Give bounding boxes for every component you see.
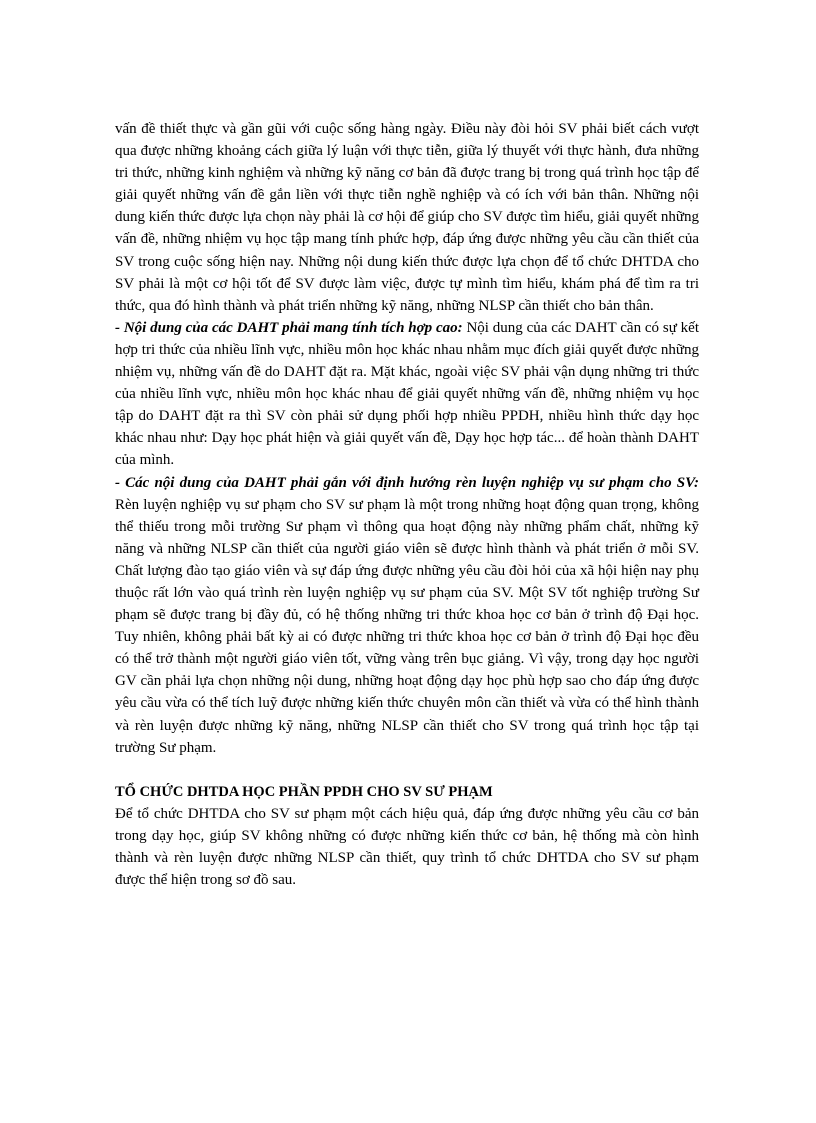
document-page [115,118,699,891]
paragraph-text: vấn đề thiết thực và gần gũi với cuộc sống hàng ngày. Điều này đòi hỏi SV phải biết cách vượt qua được những khoảng cách giữa lý luận với thực tiễn, giữa lý thuyết với thực hành, đưa những tri thức, những kinh nghiệm và những kỹ năng cơ bản đã được trang bị trong quá trình học tập để giải quyết những vấn đề gắn liền với thực tiễn nghề nghiệp và có ích với bản thân. Những nội dung kiến thức được lựa chọn này phải là cơ hội để giúp cho SV được tìm hiểu, giải quyết những vấn đề, những nhiệm vụ học tập mang tính phức hợp, đáp ứng được những yêu cầu cần thiết của SV trong cuộc sống hiện nay. Những nội dung kiến thức được lựa chọn để tổ chức DHTDA cho SV phải là một cơ hội tốt để SV được làm việc, được tự mình tìm hiểu, khám phá để tìm ra tri thức, qua đó hình thành và phát triển những kỹ năng, những NLSP cần thiết cho bản thân. [115,121,699,314]
body-paragraph-2 [115,317,699,472]
body-paragraph-3 [115,472,699,759]
body-paragraph-1 [115,118,699,317]
paragraph-text: Để tổ chức DHTDA cho SV sư phạm một cách hiệu quả, đáp ứng được những yêu cầu cơ bản trong dạy học, giúp SV không những có được những kiến thức cơ bản, hệ thống mà còn hình thành và rèn luyện được những NLSP cần thiết, quy trình tổ chức DHTDA cho SV sư phạm được thể hiện trong sơ đồ sau. [115,805,699,889]
section-heading: TỔ CHỨC DHTDA HỌC PHẦN PPDH CHO SV SƯ PHẠM [115,783,493,800]
paragraph-lead-integration: - Nội dung của các DAHT phải mang tính tích hợp cao: [115,319,463,336]
paragraph-lead-pedagogy: - Các nội dung của DAHT phải gắn với định hướng rèn luyện nghiệp vụ sư phạm cho SV: [115,474,699,491]
paragraph-text: Nội dung của các DAHT cần có sự kết hợp tri thức của nhiều lĩnh vực, nhiều môn học khác nhau nhằm mục đích giải quyết được những nhiệm vụ, những vấn đề do DAHT đặt ra. Mặt khác, ngoài việc SV phải vận dụng những tri thức của nhiều lĩnh vực, nhiều môn học khác nhau để giải quyết những vấn đề, những nhiệm vụ học tập do DAHT đặt ra thì SV còn phải sử dụng phối hợp nhiều PPDH, nhiều hình thức dạy học khác nhau như: Dạy học phát hiện và giải quyết vấn đề, Dạy học hợp tác... để hoàn thành DAHT của mình. [115,319,699,469]
paragraph-text: Rèn luyện nghiệp vụ sư phạm cho SV sư phạm là một trong những hoạt động quan trọng, không thể thiếu trong mỗi trường Sư phạm vì thông qua hoạt động này những phẩm chất, những kỹ năng và những NLSP cần thiết của người giáo viên sẽ được hình thành và phát triển ở mỗi SV. Chất lượng đào tạo giáo viên và sự đáp ứng được những yêu cầu đòi hỏi của xã hội hiện nay phụ thuộc rất lớn vào quá trình rèn luyện nghiệp vụ sư phạm của SV. Một SV tốt nghiệp trường Sư phạm sẽ được trang bị đầy đủ, có hệ thống những tri thức khoa học cơ bản ở trình độ Đại học. Tuy nhiên, không phải bất kỳ ai có được những tri thức khoa học cơ bản ở trình độ Đại học đều có thể trở thành một người giáo viên tốt, vững vàng trên bục giảng. Vì vậy, trong dạy học người GV cần phải lựa chọn những nội dung, những hoạt động dạy học phù hợp sao cho đáp ứng được yêu cầu vừa có thể tích luỹ được những kiến thức chuyên môn cần thiết và vừa có thể hình thành và rèn luyện được những kỹ năng, những NLSP cần thiết cho SV trong quá trình học tập tại trường Sư phạm. [115,496,699,756]
closing-paragraph [115,803,699,891]
